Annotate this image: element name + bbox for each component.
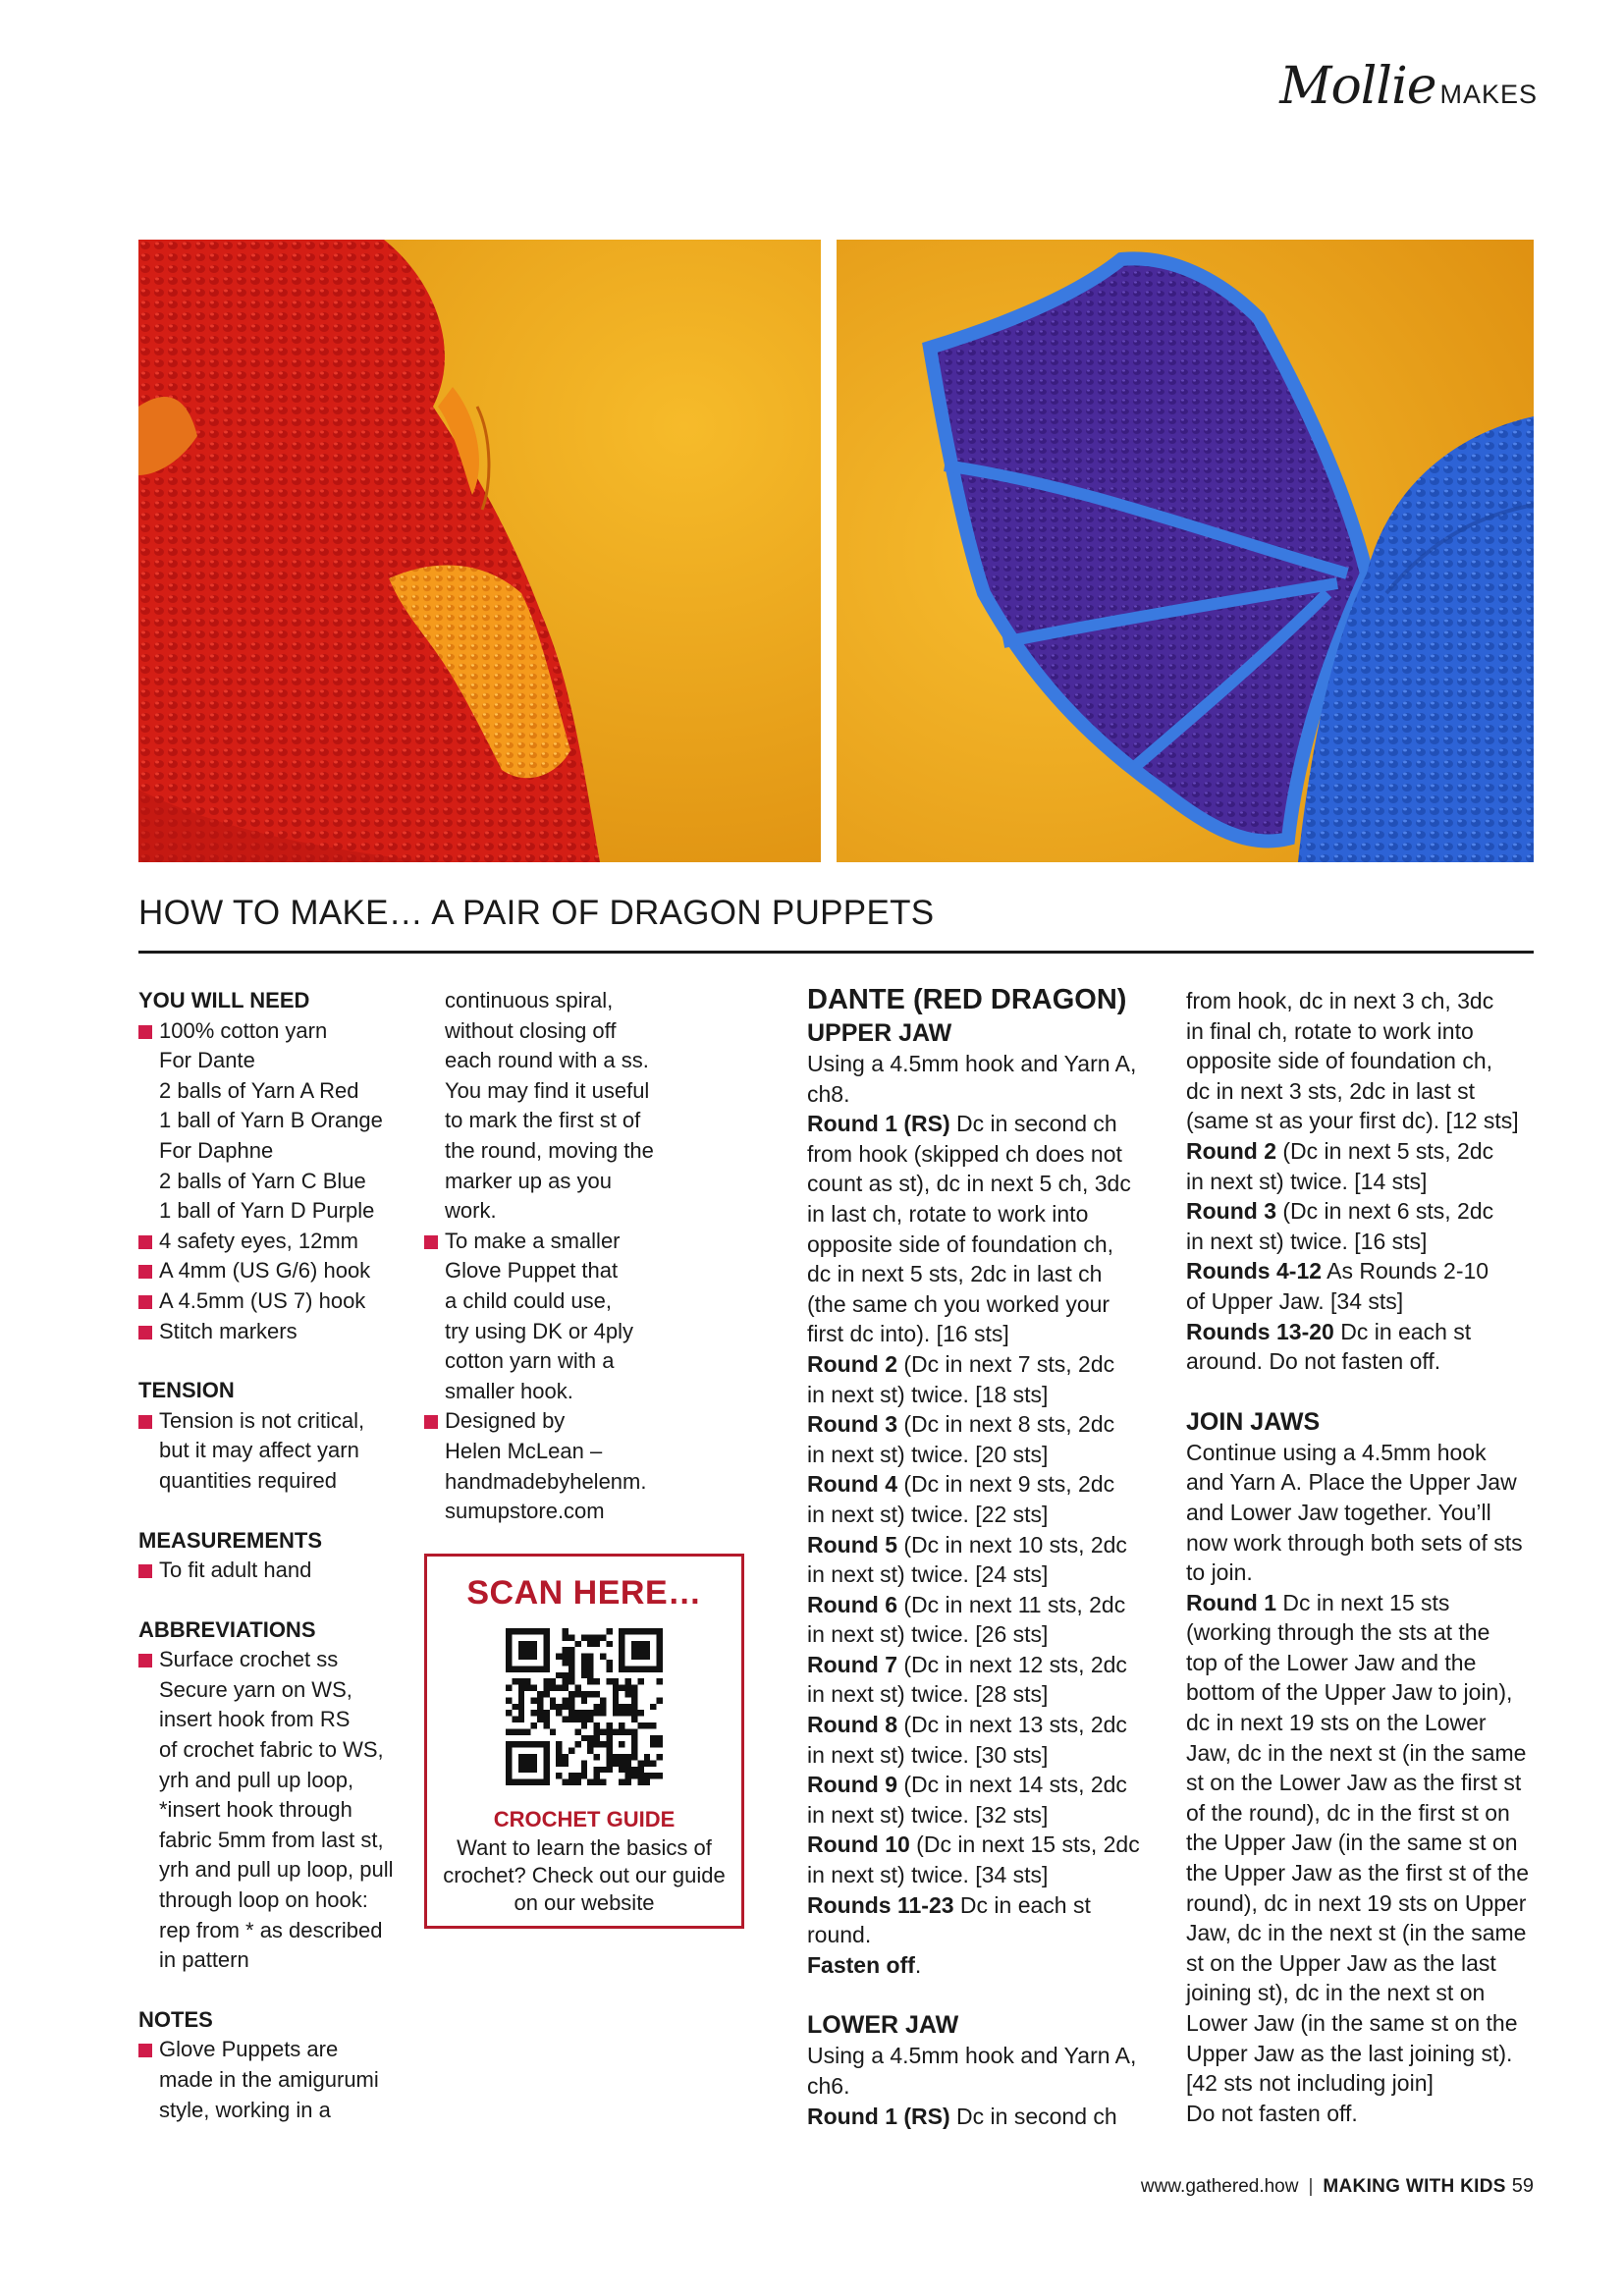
round-line: joining st), dc in the next st on <box>1186 1980 1486 2006</box>
round-line: Round 2 (Dc in next 7 sts, 2dc <box>807 1350 1115 1377</box>
notes-continued-line: work. <box>445 1198 497 1224</box>
abbreviation-line: through loop on hook: <box>159 1887 368 1913</box>
round-line: Round 1 (RS) Dc in second ch <box>807 1111 1117 1137</box>
join-intro: and Yarn A. Place the Upper Jaw <box>1186 1469 1517 1496</box>
fasten-off-label: Fasten off <box>807 1951 915 1978</box>
round-line: in next st) twice. [22 sts] <box>807 1501 1049 1527</box>
smaller-note-line: To make a smaller <box>424 1227 699 1257</box>
brand-word: MAKES <box>1439 80 1538 109</box>
round-label: Round 1 (RS) <box>807 2103 950 2129</box>
lower-jaw-rounds <box>1186 1136 1540 1377</box>
round-line: st on the Upper Jaw as the last <box>1186 1949 1496 1976</box>
photo-red-dragon <box>138 240 821 862</box>
round-line: round. <box>807 1922 872 1948</box>
notes-line: style, working in a <box>159 2097 331 2122</box>
round-line: around. Do not fasten off. <box>1186 1348 1441 1375</box>
lower-round-1 <box>807 2102 1161 2132</box>
need-item: For Daphne <box>159 1137 274 1163</box>
round-line: top of the Lower Jaw and the <box>1186 1649 1477 1675</box>
round-label: Round 1 (RS) <box>807 1111 950 1137</box>
tension-heading: TENSION <box>138 1378 235 1403</box>
lower-continued: from hook, dc in next 3 ch, 3dc <box>1186 988 1494 1013</box>
round-label: Rounds 4-12 <box>1186 1258 1323 1285</box>
round-line: in next st) twice. [26 sts] <box>807 1621 1049 1648</box>
round-line: Round 10 (Dc in next 15 sts, 2dc <box>807 1831 1140 1858</box>
page-number: 59 <box>1511 2175 1534 2197</box>
round-line: Rounds 11-23 Dc in each st <box>807 1891 1091 1918</box>
round-line: in next st) twice. [20 sts] <box>807 1441 1049 1467</box>
round-line: dc in next 5 sts, 2dc in last ch <box>807 1261 1103 1287</box>
brand-logo <box>1279 57 1538 116</box>
designer-line: Helen McLean – <box>445 1438 603 1463</box>
dante-title: DANTE (RED DRAGON) <box>807 984 1127 1015</box>
need-item: 1 ball of Yarn D Purple <box>159 1198 375 1224</box>
measurements-heading: MEASUREMENTS <box>138 1527 323 1553</box>
round-label: Round 10 <box>807 1831 910 1858</box>
page-title: HOW TO MAKE… A PAIR OF DRAGON PUPPETS <box>138 894 935 932</box>
footer-magazine: MAKING WITH KIDS <box>1323 2175 1506 2197</box>
designer-link[interactable]: sumupstore.com <box>445 1499 605 1524</box>
round-line: in last ch, rotate to work into <box>807 1200 1089 1227</box>
round-line: in next st) twice. [24 sts] <box>807 1561 1049 1588</box>
abbreviation-line: *insert hook through <box>159 1797 352 1823</box>
round-line: Rounds 13-20 Dc in each st <box>1186 1318 1472 1344</box>
round-line: round), dc in next 19 sts on Upper <box>1186 1889 1527 1916</box>
round-line: (working through the sts at the <box>1186 1619 1490 1646</box>
need-item: A 4.5mm (US 7) hook <box>138 1286 404 1317</box>
round-line: in next st) twice. [34 sts] <box>807 1862 1049 1888</box>
tension-line: Tension is not critical, <box>138 1406 404 1437</box>
notes-continued-line: the round, moving the <box>445 1137 654 1163</box>
need-item: A 4mm (US G/6) hook <box>138 1256 404 1286</box>
round-line: [42 sts not including join] <box>1186 2070 1434 2097</box>
lower-continued: dc in next 3 sts, 2dc in last st <box>1186 1077 1476 1104</box>
round-line: Round 8 (Dc in next 13 sts, 2dc <box>807 1712 1127 1738</box>
round-label: Rounds 13-20 <box>1186 1318 1334 1344</box>
upper-jaw-rounds <box>807 1109 1161 1950</box>
round-line: Round 2 (Dc in next 5 sts, 2dc <box>1186 1137 1494 1164</box>
round-line: in next st) twice. [28 sts] <box>807 1681 1049 1708</box>
smaller-note-line: cotton yarn with a <box>445 1348 615 1374</box>
round-line: opposite side of foundation ch, <box>807 1230 1114 1257</box>
need-item: 4 safety eyes, 12mm <box>138 1227 404 1257</box>
join-intro: Continue using a 4.5mm hook <box>1186 1439 1487 1465</box>
round-label: Round 9 <box>807 1772 897 1798</box>
measurements-line: To fit adult hand <box>138 1556 404 1586</box>
round-line: first dc into). [16 sts] <box>807 1321 1009 1347</box>
round-line: Upper Jaw as the last joining st). <box>1186 2040 1513 2066</box>
notes-continued-line: continuous spiral, <box>445 988 614 1012</box>
page-footer <box>1141 2175 1534 2198</box>
round-line: Jaw, dc in the next st (in the same <box>1186 1739 1527 1766</box>
abbreviations-heading: ABBREVIATIONS <box>138 1616 316 1642</box>
column-3 <box>807 982 1161 2131</box>
round-line: in next st) twice. [16 sts] <box>1186 1228 1428 1254</box>
footer-separator: | <box>1308 2175 1314 2197</box>
notes-heading: NOTES <box>138 2006 213 2032</box>
lower-intro: Using a 4.5mm hook and Yarn A, <box>807 2043 1137 2069</box>
notes-continued-line: to mark the first st of <box>445 1108 641 1133</box>
abbreviation-line: yrh and pull up loop, <box>159 1767 354 1792</box>
round-line: Rounds 4-12 As Rounds 2-10 <box>1186 1258 1489 1285</box>
round-line: the Upper Jaw as the first st of the <box>1186 1860 1529 1886</box>
round-line: (the same ch you worked your <box>807 1290 1110 1317</box>
round-line: count as st), dc in next 5 ch, 3dc <box>807 1171 1131 1197</box>
abbreviation-line: Secure yarn on WS, <box>159 1676 352 1702</box>
abbreviation-line: yrh and pull up loop, pull <box>159 1857 394 1883</box>
round-label: Round 5 <box>807 1531 897 1558</box>
notes-continued-line: without closing off <box>445 1017 617 1043</box>
round-label: Round 8 <box>807 1712 897 1738</box>
join-jaws-heading: JOIN JAWS <box>1186 1407 1321 1436</box>
red-dragon-illustration <box>138 240 821 862</box>
crochet-guide-title: CROCHET GUIDE <box>493 1807 676 1831</box>
round-line: of Upper Jaw. [34 sts] <box>1186 1287 1404 1314</box>
brand-script: Mollie <box>1279 57 1436 116</box>
abbreviation-line: insert hook from RS <box>159 1707 351 1732</box>
smaller-note-line: Glove Puppet that <box>445 1258 619 1284</box>
round-label: Round 3 <box>807 1411 897 1438</box>
round-line: Jaw, dc in the next st (in the same <box>1186 1920 1527 1946</box>
scan-title: SCAN HERE… <box>466 1574 702 1612</box>
need-item: Stitch markers <box>138 1317 404 1347</box>
round-line: of the round), dc in the first st on <box>1186 1799 1510 1826</box>
join-intro: and Lower Jaw together. You’ll <box>1186 1499 1491 1525</box>
join-intro: to join. <box>1186 1559 1253 1586</box>
round-label: Round 4 <box>807 1471 897 1498</box>
fasten-off: Fasten off. <box>807 1951 922 1978</box>
qr-code[interactable] <box>506 1628 663 1785</box>
need-item: 2 balls of Yarn A Red <box>159 1077 359 1103</box>
abbreviation-line: rep from * as described <box>159 1917 383 1942</box>
need-item: 2 balls of Yarn C Blue <box>159 1168 366 1193</box>
photo-blue-dragon-wing <box>837 240 1534 862</box>
footer-url[interactable]: www.gathered.how <box>1140 2175 1299 2197</box>
round-line: Round 4 (Dc in next 9 sts, 2dc <box>807 1471 1115 1498</box>
need-item: 100% cotton yarn <box>138 1016 404 1047</box>
round-line: the Upper Jaw (in the same st on <box>1186 1830 1518 1856</box>
abbreviation-line: Surface crochet ss <box>138 1645 404 1675</box>
lower-continued: opposite side of foundation ch, <box>1186 1048 1493 1074</box>
smaller-note-line: a child could use, <box>445 1287 612 1313</box>
lower-jaw-heading: LOWER JAW <box>807 2011 959 2040</box>
round-line: Do not fasten off. <box>1186 2100 1358 2126</box>
round-line: in next st) twice. [32 sts] <box>807 1801 1049 1828</box>
lower-continued: in final ch, rotate to work into <box>1186 1017 1474 1044</box>
round-line: Round 7 (Dc in next 12 sts, 2dc <box>807 1651 1127 1677</box>
you-will-need-heading: YOU WILL NEED <box>138 988 310 1012</box>
column-2 <box>424 986 699 1527</box>
notes-line: Glove Puppets are <box>138 2035 404 2065</box>
blue-dragon-illustration <box>837 240 1534 862</box>
round-line: in next st) twice. [14 sts] <box>1186 1168 1428 1194</box>
round-label: Round 2 <box>807 1350 897 1377</box>
upper-jaw-heading: UPPER JAW <box>807 1019 952 1047</box>
notes-continued-line: each round with a ss. <box>445 1048 649 1073</box>
scan-here-box <box>424 1554 744 1929</box>
round-line: Round 1 Dc in next 15 sts <box>1186 1589 1450 1615</box>
upper-intro: ch8. <box>807 1080 850 1107</box>
round-label: Round 6 <box>807 1591 897 1617</box>
designer-line: Designed by <box>424 1406 699 1437</box>
round-line: Round 5 (Dc in next 10 sts, 2dc <box>807 1531 1127 1558</box>
column-1 <box>138 986 404 2125</box>
join-intro: now work through both sets of sts <box>1186 1529 1523 1556</box>
round-line: Round 9 (Dc in next 14 sts, 2dc <box>807 1772 1127 1798</box>
round-line: Round 6 (Dc in next 11 sts, 2dc <box>807 1591 1126 1617</box>
abbreviation-line: in pattern <box>159 1947 249 1973</box>
round-label: Round 1 <box>1186 1589 1276 1615</box>
round-line: in next st) twice. [30 sts] <box>807 1741 1049 1768</box>
crochet-guide-text: Want to learn the basics of crochet? Check out our guide on our website <box>443 1835 726 1915</box>
round-line: Round 3 (Dc in next 6 sts, 2dc <box>1186 1198 1494 1225</box>
designer-link[interactable]: handmadebyhelenm. <box>445 1468 647 1494</box>
column-4 <box>1186 986 1540 2128</box>
round-line: Lower Jaw (in the same st on the <box>1186 2010 1518 2036</box>
smaller-note-line: try using DK or 4ply <box>445 1318 633 1343</box>
notes-line: made in the amigurumi <box>159 2067 379 2092</box>
lower-intro: ch6. <box>807 2073 850 2099</box>
join-round-1 <box>1186 1588 1540 2129</box>
round-label: Round 7 <box>807 1651 897 1677</box>
lower-continued: (same st as your first dc). [12 sts] <box>1186 1108 1519 1134</box>
abbreviation-line: of crochet fabric to WS, <box>159 1737 384 1763</box>
upper-intro: Using a 4.5mm hook and Yarn A, <box>807 1051 1137 1076</box>
tension-line: quantities required <box>159 1467 338 1493</box>
round-text: Dc in second ch <box>956 2103 1117 2129</box>
need-item: For Dante <box>159 1048 255 1073</box>
title-divider <box>138 951 1534 954</box>
round-line: Round 3 (Dc in next 8 sts, 2dc <box>807 1411 1115 1438</box>
round-label: Rounds 11-23 <box>807 1891 954 1918</box>
round-line: from hook (skipped ch does not <box>807 1140 1122 1167</box>
round-line: in next st) twice. [18 sts] <box>807 1381 1049 1407</box>
round-label: Round 2 <box>1186 1137 1276 1164</box>
tension-line: but it may affect yarn <box>159 1438 359 1463</box>
notes-continued-line: You may find it useful <box>445 1077 650 1103</box>
smaller-note-line: smaller hook. <box>445 1378 573 1403</box>
round-line: st on the Lower Jaw as the first st <box>1186 1770 1522 1796</box>
round-line: dc in next 19 sts on the Lower <box>1186 1710 1487 1736</box>
round-label: Round 3 <box>1186 1198 1276 1225</box>
notes-continued-line: marker up as you <box>445 1168 612 1193</box>
round-line: bottom of the Upper Jaw to join), <box>1186 1679 1513 1706</box>
abbreviation-line: fabric 5mm from last st, <box>159 1827 384 1852</box>
need-item: 1 ball of Yarn B Orange <box>159 1108 383 1133</box>
